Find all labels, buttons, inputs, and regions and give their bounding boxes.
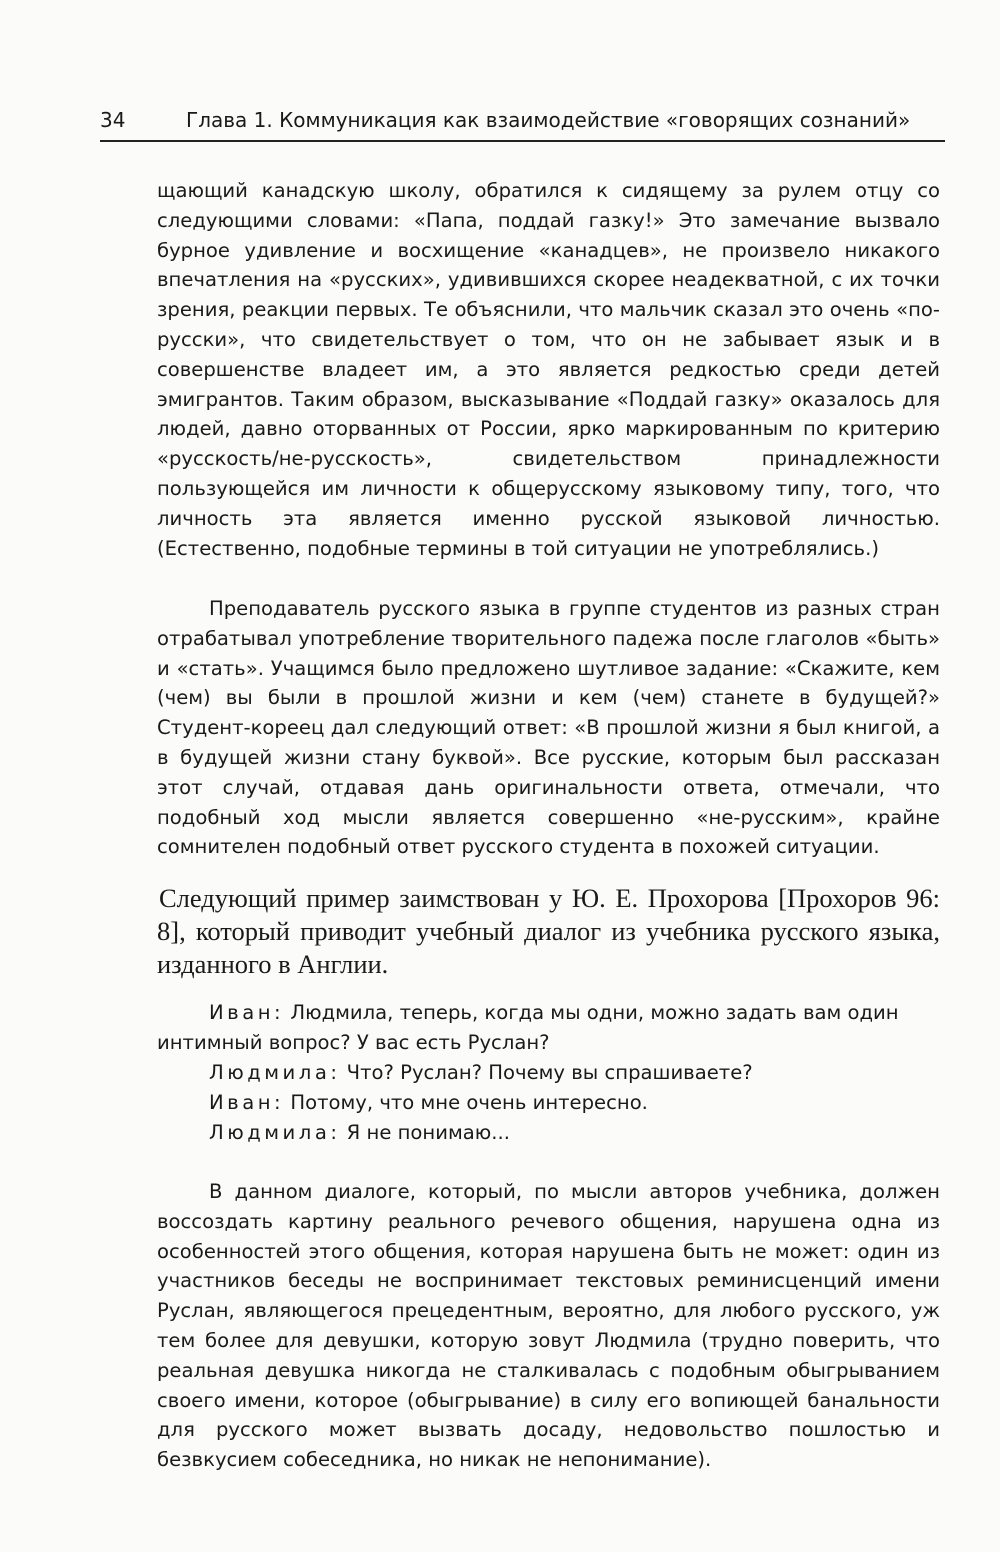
page-number: 34 (100, 108, 126, 132)
textbook-dialog (157, 998, 940, 1148)
dialog-text: Я не понимаю... (346, 1121, 510, 1144)
dialog-text: Потому, что мне очень интересно. (290, 1091, 648, 1114)
speaker-name: Иван: (209, 1001, 285, 1024)
dialog-text: Что? Руслан? Почему вы спрашиваете? (346, 1061, 753, 1084)
dialog-line (157, 998, 940, 1028)
paragraph-serif-intro: Следующий пример заимствован у Ю. Е. Прохорова [Прохоров 96: 8], который приводит учебный диалог из учебника русского языка, изданного в Англии. (157, 883, 940, 979)
dialog-line (157, 1088, 940, 1118)
running-header (100, 104, 945, 142)
dialog-line-continuation: интимный вопрос? У вас есть Руслан? (157, 1031, 550, 1054)
speaker-name: Иван: (209, 1091, 285, 1114)
running-title: Глава 1. Коммуникация как взаимодействие «говорящих сознаний» (186, 108, 911, 132)
dialog-line (157, 1118, 940, 1148)
speaker-name: Людмила: (209, 1061, 341, 1084)
dialog-text: Людмила, теперь, когда мы одни, можно задать вам один (290, 1001, 899, 1024)
paragraph-student-example: Преподаватель русского языка в группе студентов из разных стран отрабатывал употребление творительного падежа после глаголов «быть» и «стать». Учащимся было предложено шутливое задание: «Скажите, кем (чем) вы были в прошлой жизни и кем (чем) станете в будущей?» Студент-кореец дал следующий ответ: «В прошлой жизни я был книгой, а в будущей жизни стану буквой». Все русские, которым был рассказан этот случай, отдавая дань оригинальности ответа, отмечали, что подобный ход мысли является совершенно «не-русским», крайне сомнителен подобный ответ русского студента в похожей ситуации. (157, 597, 940, 859)
paragraph-analysis: В данном диалоге, который, по мысли авторов учебника, должен воссоздать картину реального речевого общения, нарушена одна из особенностей этого общения, которая нарушена быть не может: один из участников беседы не воспринимает текстовых реминисценций имени Руслан, являющегося прецедентным, вероятно, для любого русского, уж тем более для девушки, которую зовут Людмила (трудно поверить, что реальная девушка никогда не сталкивалась с подобным обыгрыванием своего имени, которое (обыгрывание) в силу его вопиющей банальности для русского может вызвать досаду, недовольство пошлостью и безвкусием собеседника, но никак не непонимание). (157, 1180, 940, 1472)
dialog-line (157, 1058, 940, 1088)
speaker-name: Людмила: (209, 1121, 341, 1144)
paragraph-continuation: щающий канадскую школу, обратился к сидящему за рулем отцу со следующими словами: «Папа, поддай газку!» Это замечание вызвало бурное удивление и восхищение «канадцев», не произвело никакого впечатления на «русских», удивившихся скорее неадекватной, с их точки зрения, реакции первых. Те объяснили, что мальчик сказал это очень «по-русски», что свидетельствует о том, что он не забывает язык и в совершенстве владеет им, а это является редкостью среди детей эмигрантов. Таким образом, высказывание «Поддай газку» оказалось для людей, давно оторванных от России, ярко маркированным по критерию «русскость/не-русскость», свидетельством принадлежности пользующейся им личности к общерусскому языковому типу, того, что личность эта является именно русской языковой личностью. (Естественно, подобные термины в той ситуации не употреблялись.) (157, 179, 940, 560)
